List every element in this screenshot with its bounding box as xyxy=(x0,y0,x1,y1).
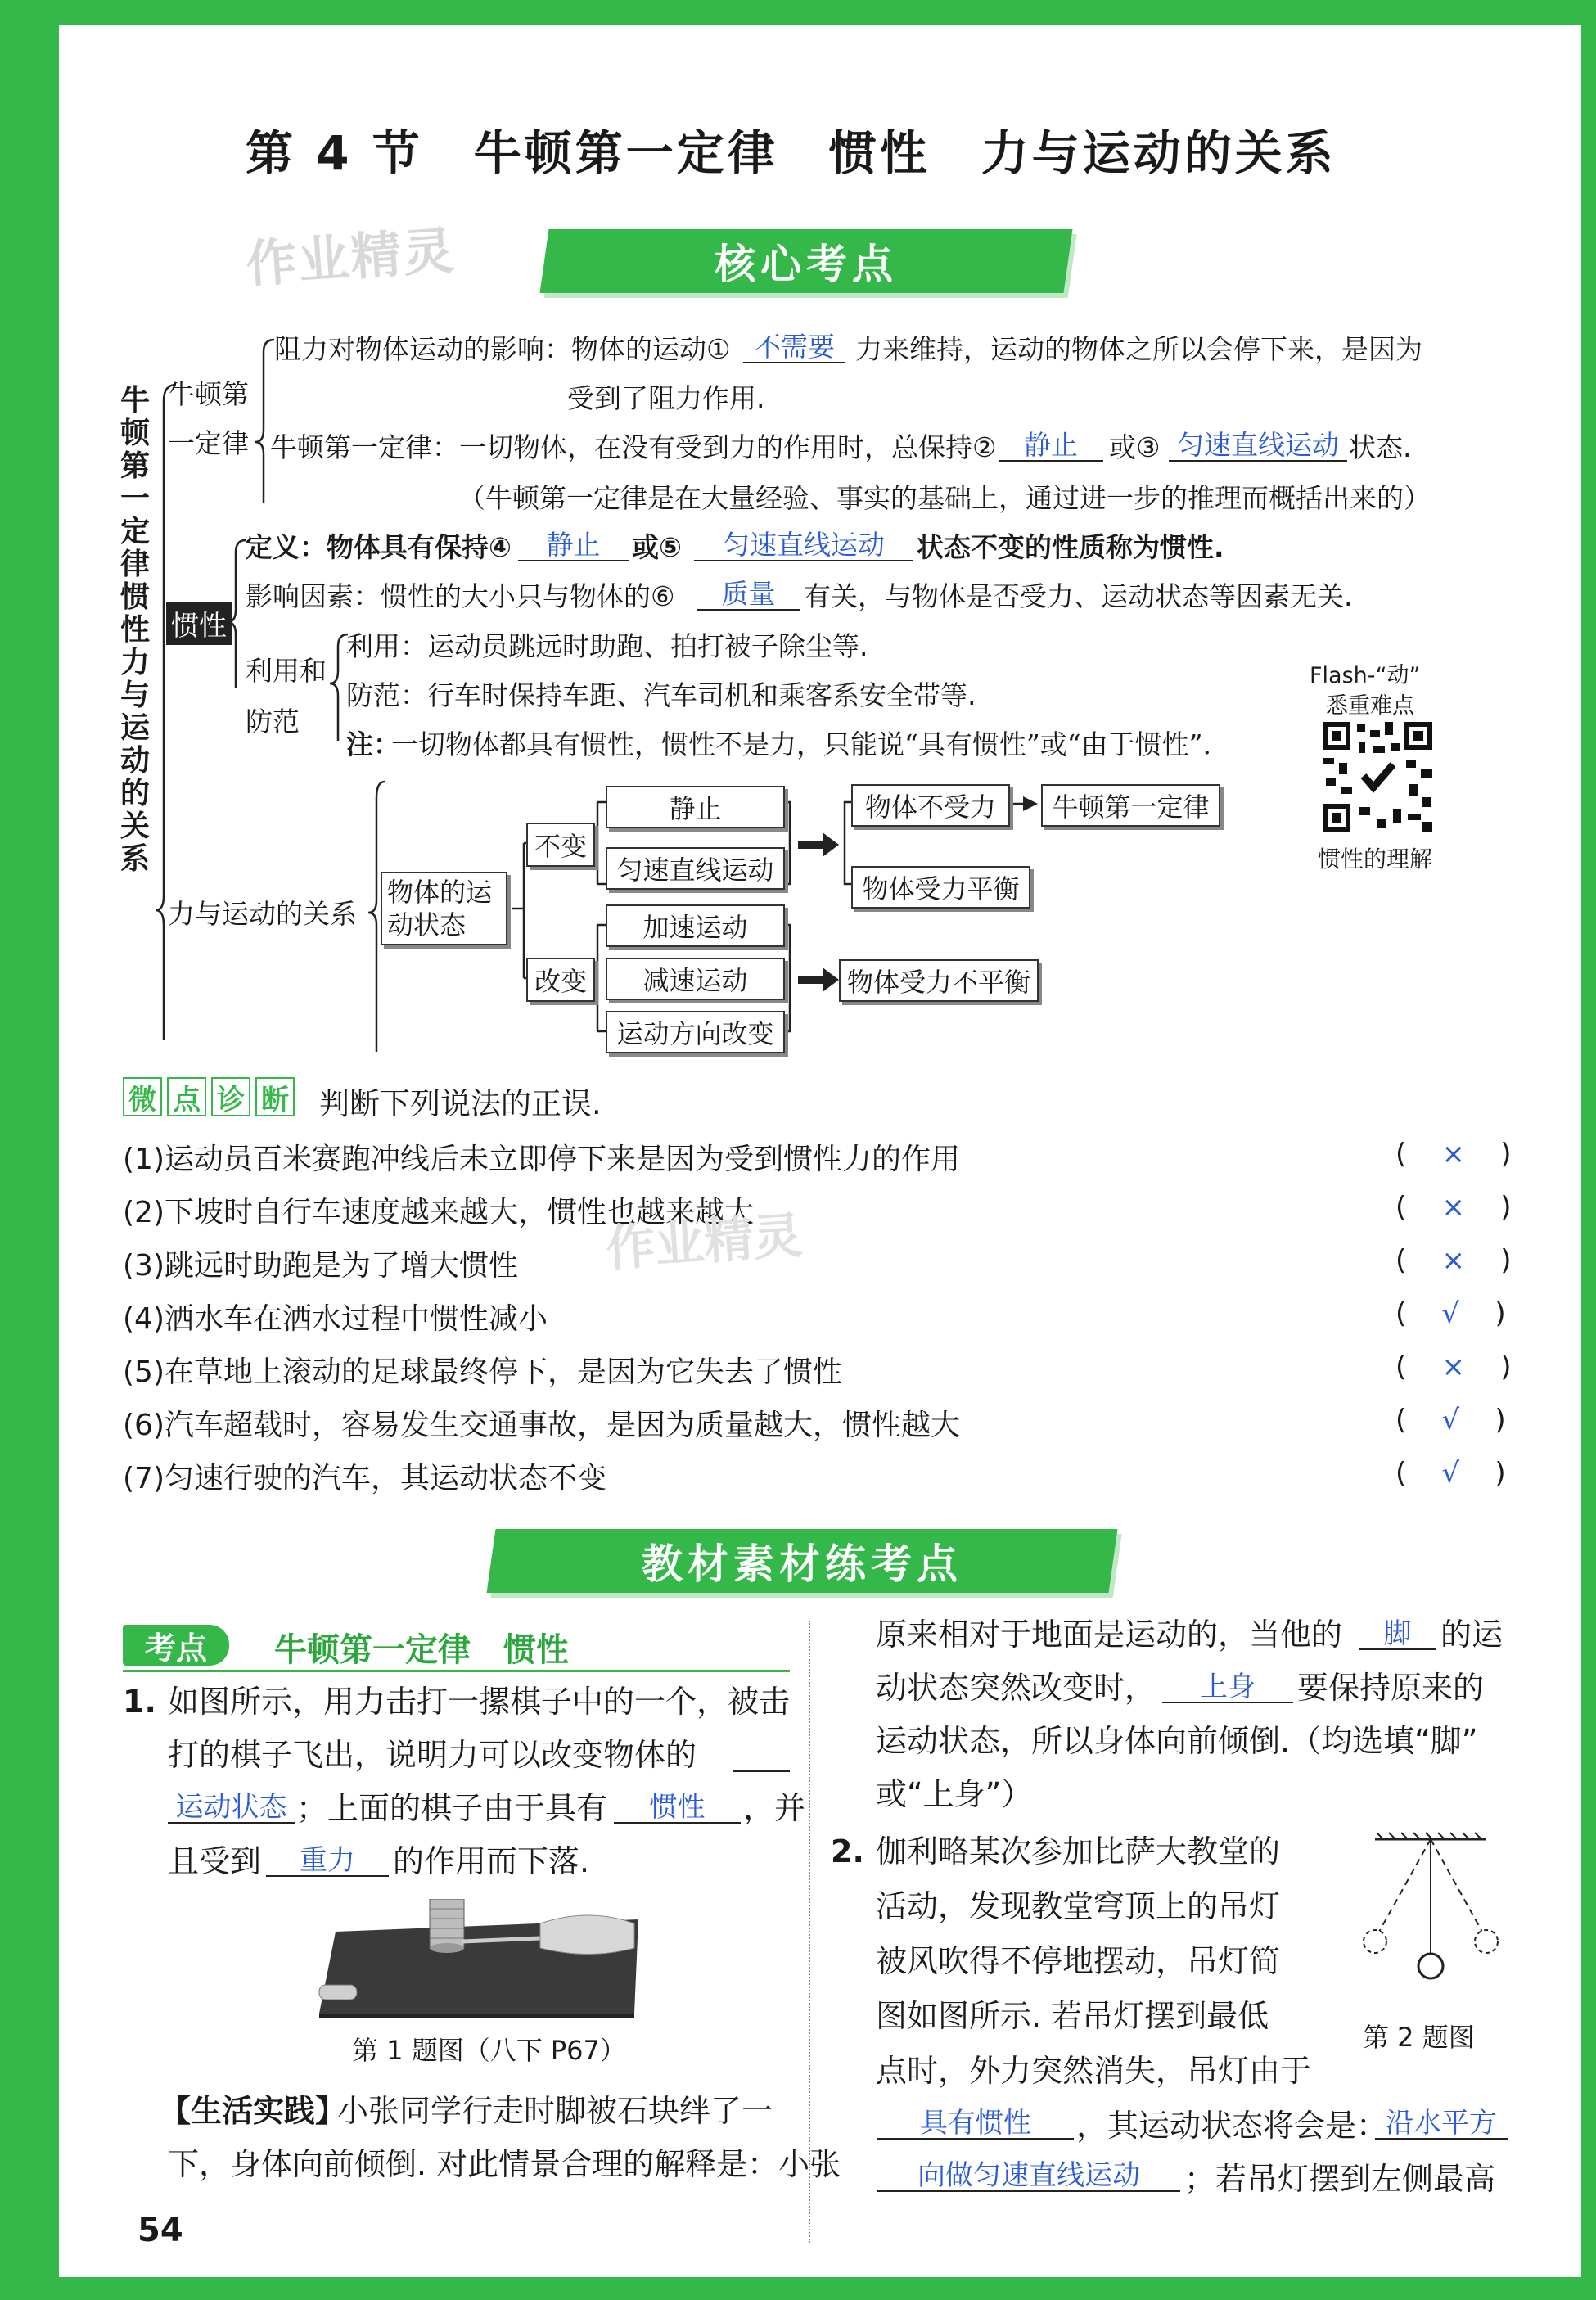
judge-item-1: (1)运动员百米赛跑冲线后未立即停下来是因为受到惯性力的作用 xyxy=(123,1143,960,1176)
judge-mark-5: × xyxy=(1441,1351,1465,1383)
section-banner-practice: 教材素材练考点 xyxy=(487,1529,1118,1593)
law-note: （牛顿第一定律是在大量经验、事实的基础上，通过进一步的推理而概括出来的） xyxy=(458,482,1431,514)
inertia-tag: 惯性 xyxy=(166,602,232,645)
answer-1: 不需要 xyxy=(743,326,845,363)
judge-mark-6: √ xyxy=(1441,1404,1460,1436)
right-line-1a: 原来相对于地面是运动的，当他的 xyxy=(876,1617,1343,1653)
page-title: 第 4 节 牛顿第一定律 惯性 力与运动的关系 xyxy=(246,125,1337,181)
factor-text-1: 影响因素：惯性的大小只与物体的⑥ xyxy=(246,580,675,612)
judge-item-5: (5)在草地上滚动的足球最终停下，是因为它失去了惯性 xyxy=(123,1355,842,1389)
judge-item-2: (2)下坡时自行车速度越来越大，惯性也越来越大 xyxy=(123,1196,754,1229)
use-text: 利用：运动员跳远时助跑、拍打被子除尘等. xyxy=(346,630,868,662)
decel-box: 减速运动 xyxy=(606,958,785,1000)
answer-5: 匀速直线运动 xyxy=(694,524,913,561)
q1-line-4a: 且受到 xyxy=(168,1843,262,1879)
q2-line-3: 被风吹得不停地摆动，吊灯简 xyxy=(876,1943,1281,1979)
kaodian-tag: 考点 xyxy=(123,1625,229,1666)
micro-char-2: 点 xyxy=(167,1077,206,1116)
flash-label-1: Flash-“动” xyxy=(1310,663,1421,688)
def-or: 或⑤ xyxy=(632,531,682,563)
mindmap-root-vertical: 牛顿第一定律 惯性 力与运动的关系 xyxy=(119,384,150,876)
flash-label-2: 悉重难点 xyxy=(1326,693,1414,719)
micro-char-1: 微 xyxy=(123,1077,162,1116)
answer-4: 静止 xyxy=(518,524,629,561)
section-banner-core: 核心考点 xyxy=(540,229,1073,293)
resist-text-2: 力来维持，运动的物体之所以会停下来，是因为 xyxy=(855,333,1422,365)
judge-mark-2: × xyxy=(1441,1191,1465,1224)
q1-blank-1-lead xyxy=(733,1770,790,1772)
direction-box: 运动方向改变 xyxy=(606,1011,785,1053)
qr-code-icon[interactable] xyxy=(1319,719,1436,835)
factor-text-2: 有关，与物体是否受力、运动状态等因素无关. xyxy=(804,580,1353,612)
q1-caption: 第 1 题图（八下 P67） xyxy=(352,2035,626,2066)
q2-answer-2: 沿水平方 xyxy=(1375,2100,1508,2140)
note-text: 一切物体都具有惯性，惯性不是力，只能说“具有惯性”或“由于惯性”. xyxy=(391,728,1211,760)
relation-label: 力与运动的关系 xyxy=(168,898,357,930)
accel-box: 加速运动 xyxy=(606,904,785,947)
q1-line-2: 打的棋子飞出，说明力可以改变物体的 xyxy=(168,1737,697,1773)
topic-underline xyxy=(123,1670,790,1672)
right-line-4: 或“上身”） xyxy=(876,1776,1033,1812)
uniform-box: 匀速直线运动 xyxy=(606,847,785,890)
newton-label-1: 牛顿第 xyxy=(168,378,249,410)
no-force-box: 物体不受力 xyxy=(851,784,1010,827)
changed-box: 改变 xyxy=(526,958,595,1002)
micro-instruction: 判断下列说法的正误. xyxy=(319,1086,602,1121)
state-box: 物体的运动状态 xyxy=(381,872,507,945)
micro-char-3: 诊 xyxy=(211,1077,250,1116)
use-label-1: 利用和 xyxy=(246,655,327,687)
judge-item-4: (4)洒水车在洒水过程中惯性减小 xyxy=(123,1302,548,1336)
watermark-2: 作业精灵 xyxy=(604,1206,805,1279)
judge-item-3: (3)跳远时助跑是为了增大惯性 xyxy=(123,1249,518,1283)
qr-caption: 惯性的理解 xyxy=(1318,846,1433,873)
judge-item-6: (6)汽车超载时，容易发生交通事故，是因为质量越大，惯性越大 xyxy=(123,1409,960,1442)
q2-line-4: 图如图所示. 若吊灯摆到最低 xyxy=(876,1998,1269,2034)
resist-text-1: 阻力对物体运动的影响：物体的运动① xyxy=(274,333,731,365)
note-label: 注： xyxy=(346,728,400,760)
q1-line-1: 如图所示，用力击打一摞棋子中的一个，被击 xyxy=(168,1684,791,1720)
kaodian-topic: 牛顿第一定律 惯性 xyxy=(274,1631,569,1669)
q1-number: 1. xyxy=(123,1684,156,1720)
use-label-2: 防范 xyxy=(246,706,300,737)
q2-line-7: ；若吊灯摆到左侧最高 xyxy=(1184,2161,1496,2197)
life-line-1: 小张同学行走时脚被石块绊了一 xyxy=(337,2093,773,2129)
balanced-box: 物体受力平衡 xyxy=(851,866,1030,909)
page-number: 54 xyxy=(138,2212,183,2249)
judge-mark-4: √ xyxy=(1441,1297,1460,1330)
judge-item-7: (7)匀速行驶的汽车，其运动状态不变 xyxy=(123,1462,606,1495)
q2-line-6: ，其运动状态将会是： xyxy=(1076,2108,1388,2144)
q2-line-1: 伽利略某次参加比萨大教堂的 xyxy=(876,1833,1281,1869)
judge-mark-3: × xyxy=(1441,1244,1465,1277)
q1-answer-1: 运动状态 xyxy=(168,1784,295,1824)
chess-pieces-figure xyxy=(311,1899,655,2022)
def-text-2: 状态不变的性质称为惯性. xyxy=(917,531,1224,563)
judge-mark-1: × xyxy=(1441,1138,1465,1170)
answer-3: 匀速直线运动 xyxy=(1169,424,1347,462)
q2-line-5: 点时，外力突然消失，吊灯由于 xyxy=(876,2053,1312,2089)
q2-answer-3: 向做匀速直线运动 xyxy=(877,2153,1180,2192)
law-text-1: 牛顿第一定律：一切物体，在没有受到力的作用时，总保持② xyxy=(270,431,997,463)
unbalanced-box: 物体受力不平衡 xyxy=(839,959,1039,1002)
law-text-2: 状态. xyxy=(1349,431,1412,463)
pendulum-figure xyxy=(1342,1829,1506,1993)
q1-line-4b: 的作用而下落. xyxy=(393,1843,590,1879)
rest-box: 静止 xyxy=(606,786,785,828)
answer-6: 质量 xyxy=(697,573,800,611)
life-practice-tag: 【生活实践】 xyxy=(160,2093,347,2129)
prevent-text: 防范：行车时保持车距、汽车司机和乘客系安全带等. xyxy=(346,679,976,711)
q2-line-2: 活动，发现教堂穹顶上的吊灯 xyxy=(876,1888,1281,1924)
newton-law-box: 牛顿第一定律 xyxy=(1041,784,1220,827)
q2-answer-1: 具有惯性 xyxy=(877,2100,1074,2140)
right-line-2b: 要保持原来的 xyxy=(1297,1670,1485,1706)
q1-answer-2: 惯性 xyxy=(614,1784,741,1824)
life-line-2: 下，身体向前倾倒. 对此情景合理的解释是：小张 xyxy=(168,2146,841,2182)
q2-number: 2. xyxy=(831,1833,864,1869)
resist-text-3: 受到了阻力作用. xyxy=(567,382,765,414)
right-answer-1: 脚 xyxy=(1359,1611,1436,1650)
q2-caption: 第 2 题图 xyxy=(1363,2022,1475,2053)
judge-mark-7: √ xyxy=(1441,1457,1460,1490)
newton-label-2: 一定律 xyxy=(168,427,249,459)
q1-line-3a: ；上面的棋子由于具有 xyxy=(296,1790,608,1826)
def-text-1: 定义：物体具有保持④ xyxy=(246,531,512,563)
right-line-3: 运动状态，所以身体向前倾倒.（均选填“脚” xyxy=(876,1723,1478,1759)
right-answer-2: 上身 xyxy=(1162,1664,1293,1703)
answer-2: 静止 xyxy=(999,424,1103,462)
watermark: 作业精灵 xyxy=(244,220,458,295)
right-line-2a: 动状态突然改变时， xyxy=(876,1670,1156,1706)
q1-answer-3: 重力 xyxy=(266,1838,389,1877)
q1-line-3b: ，并 xyxy=(743,1790,806,1826)
law-or: 或③ xyxy=(1109,431,1161,463)
right-line-1b: 的运 xyxy=(1440,1617,1504,1653)
micro-char-4: 断 xyxy=(255,1077,295,1116)
unchanged-box: 不变 xyxy=(526,823,595,867)
